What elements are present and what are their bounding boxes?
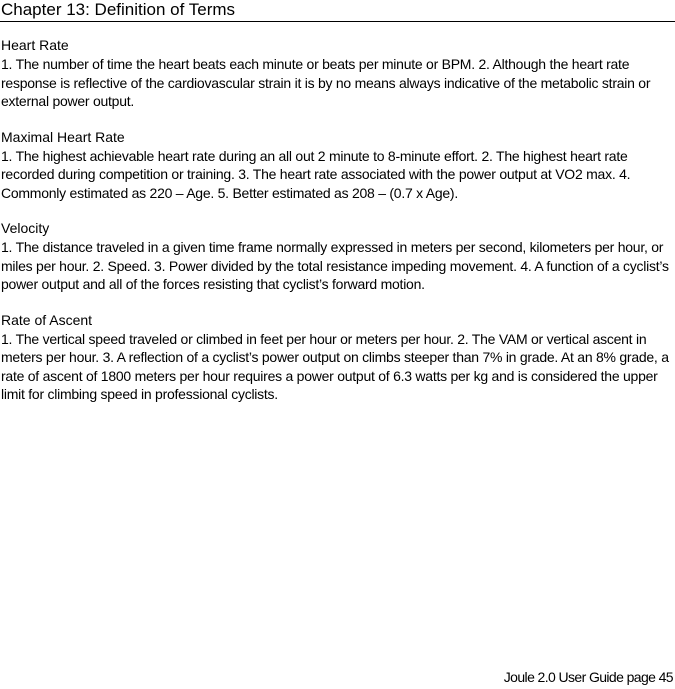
term-heart-rate — [1, 36, 673, 111]
term-velocity — [1, 219, 673, 294]
term-title: Heart Rate — [1, 37, 69, 53]
term-rate-of-ascent — [1, 311, 673, 404]
term-definition: 1. The distance traveled in a given time frame normally expressed in meters per second, kilometers per hour, or miles per hour. 2. Speed. 3. Power divided by the total resistance impeding movement. 4. A function of a cyclist’s power output and all of the forces resisting that cyclist’s forward motion. — [1, 239, 669, 292]
page-header — [0, 0, 675, 22]
chapter-title: Chapter 13: Definition of Terms — [1, 0, 236, 19]
term-title: Rate of Ascent — [1, 311, 93, 328]
term-definition: 1. The vertical speed traveled or climbed in feet per hour or meters per hour. 2. The VAM or vertical ascent in meters per hour. 3. A reflection of a cyclist’s power output on climbs steeper than 7% in grade. At an 8% grade, a rate of ascent of 1800 meters per hour requires a power output of 6.3 watts per kg and is considered the upper limit for climbing speed in professional cyclists. — [1, 330, 669, 402]
term-definition: 1. The number of time the heart beats each minute or beats per minute or BPM. 2. Although the heart rate response is reflective of the cardiovascular strain it is by no means always indicative of the metabolic strain or external power output. — [1, 56, 651, 109]
term-title: Maximal Heart Rate — [1, 128, 125, 145]
page-footer: Joule 2.0 User Guide page 45 — [503, 669, 673, 685]
term-title: Velocity — [1, 220, 50, 236]
terms-list — [1, 36, 673, 421]
term-definition: 1. The highest achievable heart rate during an all out 2 minute to 8-minute effort. 2. The highest heart rate recorded during competition or training. 3. The heart rate associated with the power output at VO2 max. 4. Commonly estimated as 220 – Age. 5. Better estimated as 208 – (0.7 x Age). — [1, 147, 631, 201]
term-maximal-heart-rate — [1, 128, 673, 203]
